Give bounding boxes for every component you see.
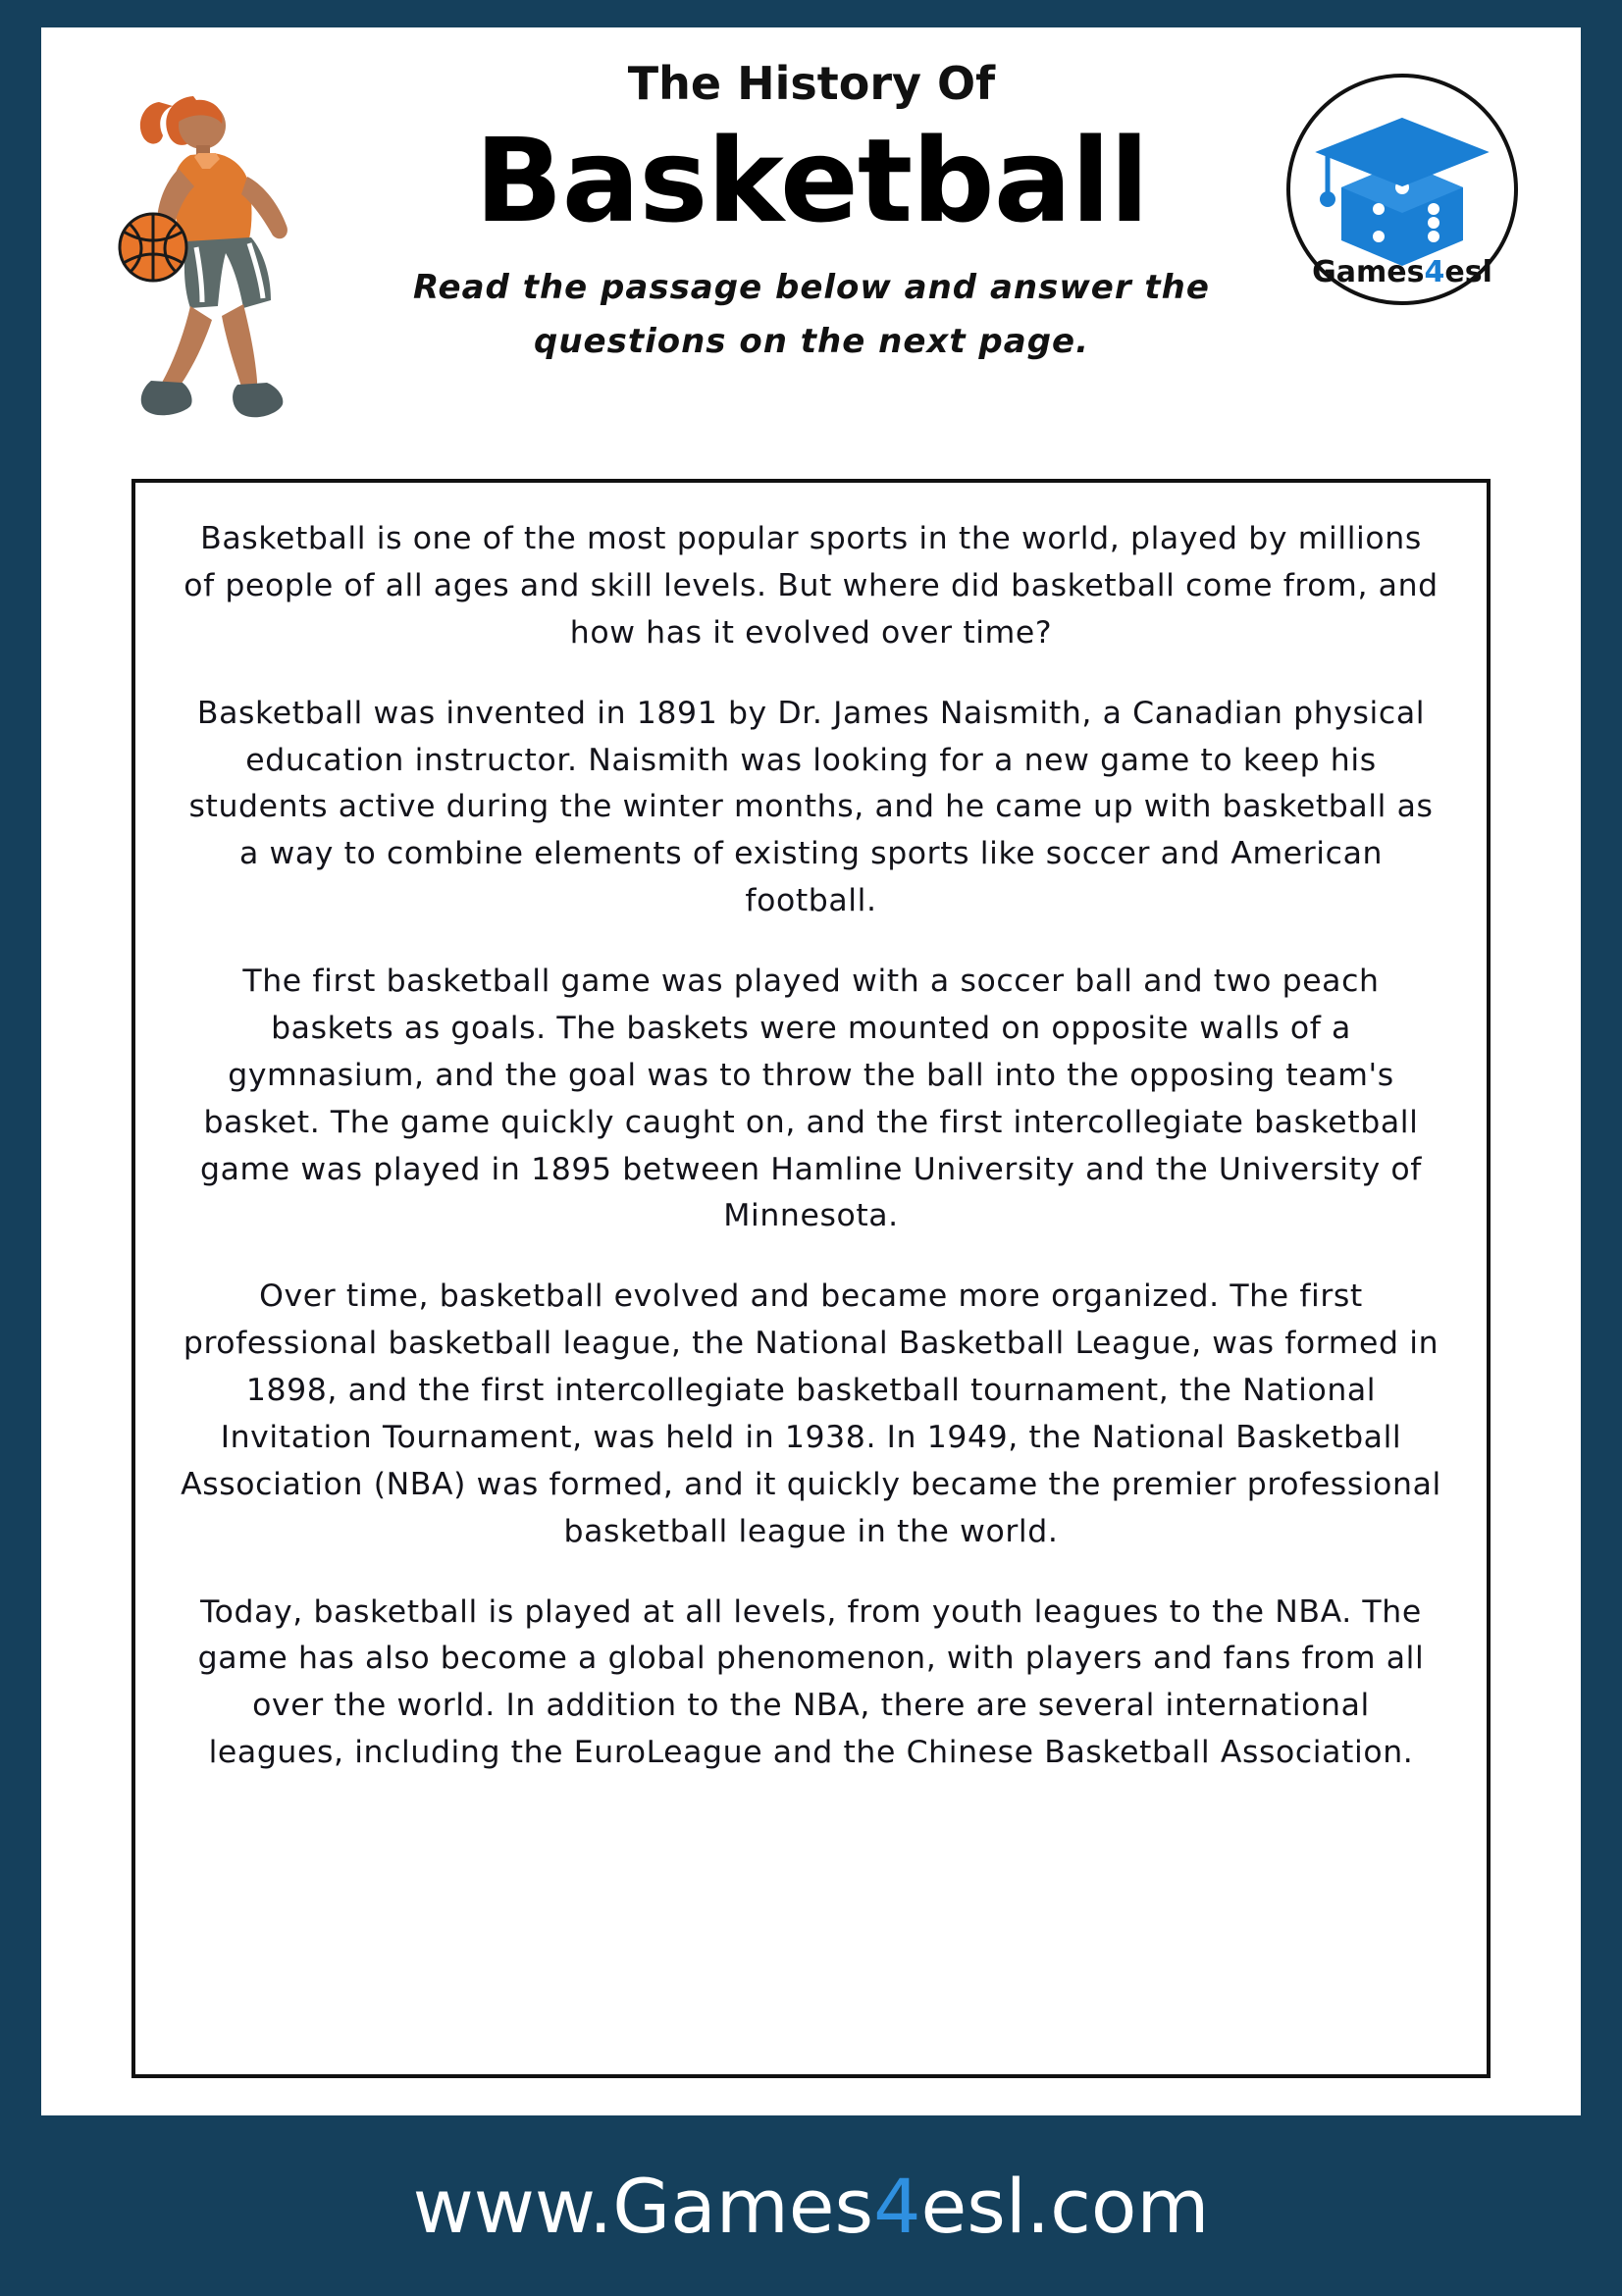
games4esl-logo (1284, 72, 1520, 307)
footer-url-before: www.Games (412, 2162, 874, 2250)
footer-website-url (413, 2163, 1210, 2250)
passage-paragraph-2: Basketball was invented in 1891 by Dr. James Naismith, a Canadian physical education instructor. Naismith was looking for a new game to keep his students active during the winter months, and he came up with basketball as a way to combine elements of existing sports like soccer and American football. (188, 695, 1434, 919)
basketball-player-illustration (100, 75, 345, 467)
passage-paragraph-3: The first basketball game was played with a soccer ball and two peach baskets as goals. The baskets were mounted on opposite walls of a gymnasium, and the goal was to throw the ball into the opposing team's basket. The game quickly caught on, and the first intercollegiate basketball game was played in 1895 between Hamline University and the University of Minnesota. (200, 964, 1422, 1234)
title-block (326, 57, 1297, 368)
instructions-text: Read the passage below and answer the questions on the next page. (413, 268, 1210, 361)
passage-paragraph-4: Over time, basketball evolved and became more organized. The first professional basketball league, the National Basketball League, was formed in 1898, and the first intercollegiate basketball tournament, the National Invitation Tournament, was held in 1938. In 1949, the National Basketball Association (NBA) was formed, and it quickly became the premier professional basketball league in the world. (181, 1278, 1441, 1549)
footer-url-accent: 4 (873, 2162, 921, 2250)
page-subtitle-top: The History Of (627, 57, 996, 110)
footer-bar (0, 2115, 1622, 2296)
reading-passage-box (131, 479, 1491, 2078)
footer-url-after: esl.com (920, 2162, 1210, 2250)
page-title: Basketball (474, 113, 1149, 248)
worksheet-sheet (41, 27, 1581, 2115)
passage-paragraph-1: Basketball is one of the most popular sports in the world, played by millions of people of all ages and skill levels. But where did basketball come from, and how has it evolved over time? (183, 521, 1439, 651)
worksheet-header (41, 27, 1581, 469)
passage-paragraph-5: Today, basketball is played at all levels, from youth leagues to the NBA. The game has also become a global phenomenon, with players and fans from all over the world. In addition to the NBA, there are several international leagues, including the EuroLeague and the Chinese Basketball Association. (197, 1593, 1425, 1771)
logo-wordmark: Games4esl (1312, 255, 1492, 289)
